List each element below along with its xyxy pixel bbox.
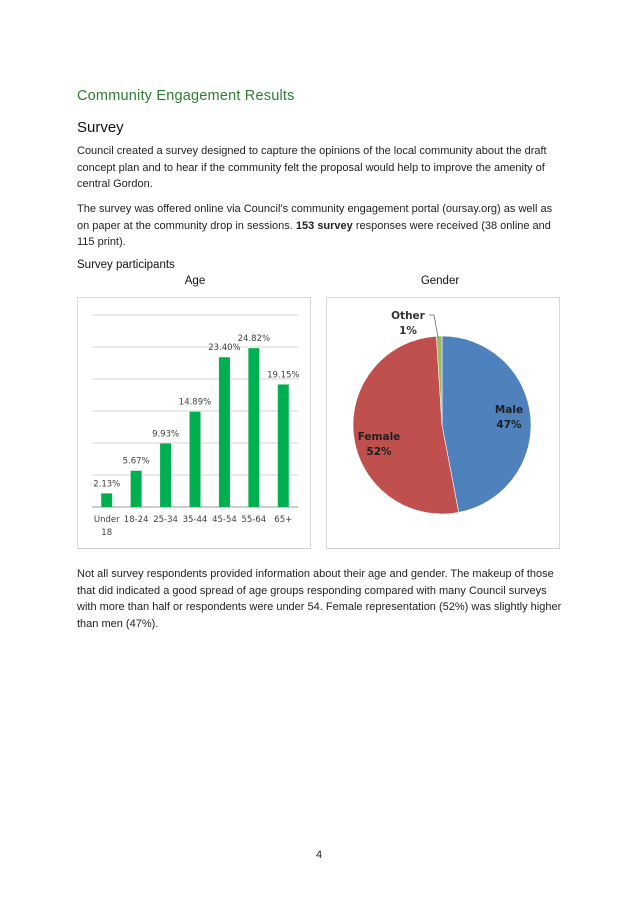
age-bar-data-label: 19.15% [267,370,300,381]
paragraph-text: responses were received (38 online and 115 print). [77,219,551,248]
pie-label-value: 47% [496,419,522,431]
survey-intro-paragraph: Council created a survey designed to capture the opinions of the local community about the draft concept plan and to hear if the community felt the proposal would help to improve the amenity of central Gordon. [77,145,547,190]
age-category-label: 65+ [274,515,293,525]
age-bar-data-label: 2.13% [93,479,121,490]
age-category-label-line2: 18 [101,528,113,538]
age-bar-data-label: 24.82% [237,334,271,345]
age-category-label: Under [93,515,120,525]
age-category-label: 55-64 [241,515,267,525]
pie-label-value: 1% [399,325,417,337]
demographics-paragraph: Not all survey respondents provided information about their age and gender. The makeup of those that did indicated a good spread of age groups responding compared with many Council surveys with more than half or respondents were under 54. Female representation (52%) was slightly higher than men (47%). [77,568,562,630]
age-bar-data-label: 14.89% [178,397,212,408]
gender-chart-title: Gender [420,275,460,287]
age-bar-data-label: 9.93% [152,429,180,440]
survey-heading: Survey [77,119,124,136]
age-bar-chart [78,298,310,548]
pie-label-name: Male [494,404,524,416]
age-bar [248,348,259,507]
section-title: Community Engagement Results [77,88,295,104]
age-chart [77,297,311,549]
age-category-label: 45-54 [212,515,237,525]
age-category-label: 18-24 [123,515,149,525]
response-count: 153 survey [295,219,353,232]
age-bar [219,357,230,507]
age-chart-title: Age [184,275,206,287]
pie-leader-line [429,315,438,338]
gender-pie-chart [327,298,559,548]
age-bar [190,412,201,507]
participants-label: Survey participants [77,259,175,271]
gender-chart [326,297,560,549]
survey-distribution-paragraph [77,201,562,251]
age-bar [131,471,142,507]
age-bar-data-label: 5.67% [122,456,150,467]
paragraph-text: The survey was offered online via Council’s community engagement portal (oursay.org) as well as on paper at the community drop in sessions. [77,203,553,232]
pie-label-value: 52% [366,446,392,458]
page-number: 4 [315,849,323,861]
pie-label-name: Female [357,431,401,443]
age-category-label: 25-34 [153,515,178,525]
age-category-label: 35-44 [182,515,208,525]
age-bar [160,443,171,507]
age-bar-data-label: 23.40% [208,343,241,354]
age-bar [278,384,289,507]
age-bar [101,493,112,507]
pie-label-name: Other [391,310,425,322]
